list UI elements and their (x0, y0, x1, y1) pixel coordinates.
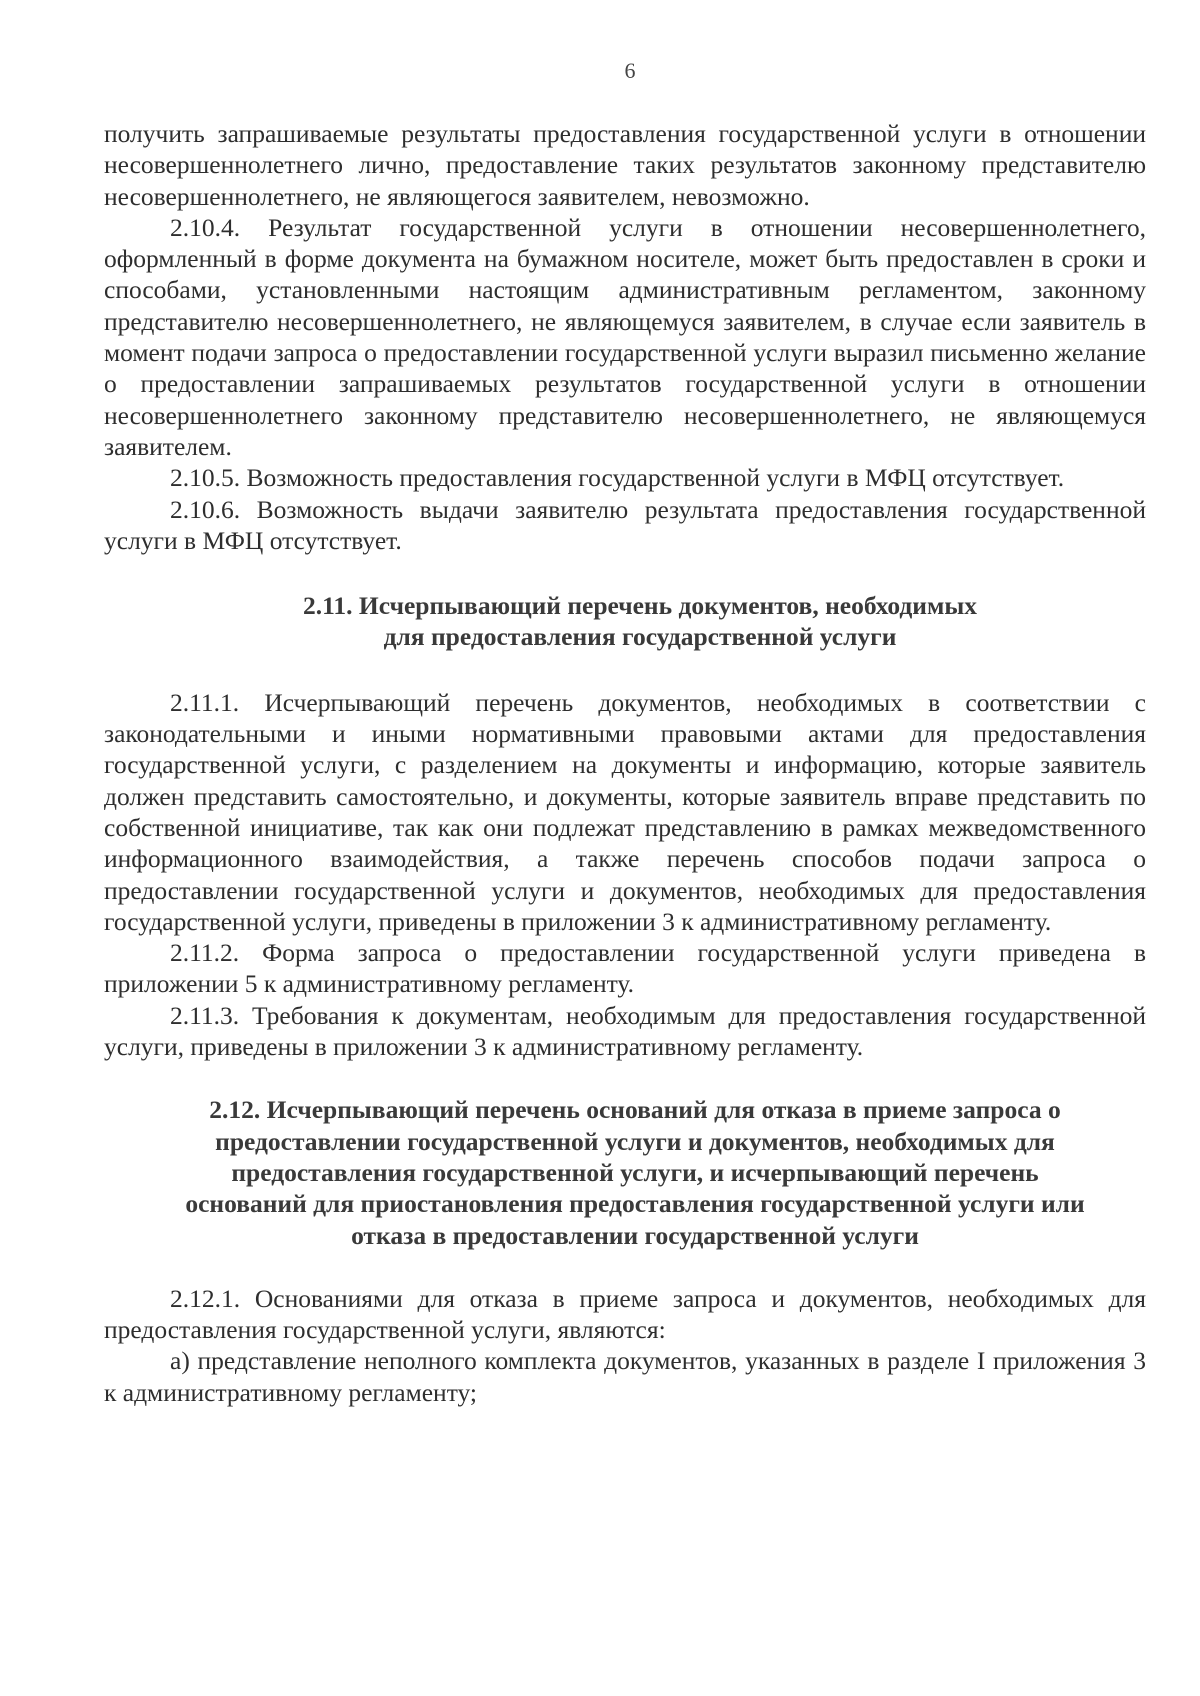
paragraph-2-10-6: 2.10.6. Возможность выдачи заявителю результата предоставления государственной услуги в МФЦ отсутствует. (104, 494, 1146, 555)
heading-line: отказа в предоставлении государственной услуги (351, 1220, 919, 1250)
heading-line: 2.12. Исчерпывающий перечень оснований для отказа в приеме запроса о (209, 1095, 1061, 1125)
section-heading-2-11 (104, 590, 1146, 653)
heading-line: предоставления государственной услуги, и исчерпывающий перечень (231, 1157, 1039, 1187)
heading-line: оснований для приостановления предоставления государственной услуги или (185, 1189, 1085, 1219)
paragraph-continuation: получить запрашиваемые результаты предоставления государственной услуги в отношении несовершеннолетнего лично, предоставление таких результатов законному представителю несовершеннолетнего, не являющегося заявителем, невозможно. (104, 119, 1146, 211)
heading-line: предоставлении государственной услуги и документов, необходимых для (215, 1126, 1055, 1156)
heading-line: для предоставления государственной услуги (383, 622, 897, 652)
paragraph-item-a: а) представление неполного комплекта документов, указанных в разделе I приложения 3 к административному регламенту; (104, 1346, 1146, 1407)
paragraph-2-10-5: 2.10.5. Возможность предоставления государственной услуги в МФЦ отсутствует. (170, 463, 1065, 493)
page-number: 6 (624, 58, 636, 83)
section-heading-2-12 (104, 1094, 1146, 1250)
paragraph-2-11-2: 2.11.2. Форма запроса о предоставлении государственной услуги приведена в приложении 5 к административному регламенту. (104, 938, 1146, 999)
document-body (104, 118, 1146, 1408)
paragraph-2-11-3: 2.11.3. Требования к документам, необходимым для предоставления государственной услуги, приведены в приложении 3 к административному регламенту. (104, 1000, 1146, 1062)
paragraph-2-11-1: 2.11.1. Исчерпывающий перечень документов, необходимых в соответствии с законодательными и иными нормативными правовыми актами для предоставления государственной услуги, с разделением на документы и информацию, которые заявитель должен представить самостоятельно, и документы, которые заявитель вправе представить по собственной инициативе, так как они подлежат представлению в рамках межведомственного информационного взаимодействия, а также перечень способов подачи запроса о предоставлении государственной услуги и документов, необходимых для предоставления государственной услуги, приведены в приложении 3 к административному регламенту. (104, 687, 1146, 936)
paragraph-2-10-4: 2.10.4. Результат государственной услуги в отношении несовершеннолетнего, оформленный в форме документа на бумажном носителе, может быть предоставлен в сроки и способами, установленными настоящим административным регламентом, законному представителю несовершеннолетнего, не являющемуся заявителем, в случае если заявитель в момент подачи запроса о предоставлении государственной услуги выразил письменно желание о предоставлении запрашиваемых результатов государственной услуги в отношении несовершеннолетнего законному представителю несовершеннолетнего, не являющемуся заявителем. (104, 212, 1146, 461)
heading-line: 2.11. Исчерпывающий перечень документов, необходимых (302, 591, 978, 621)
paragraph-2-12-1: 2.12.1. Основаниями для отказа в приеме запроса и документов, необходимых для предоставления государственной услуги, являются: (104, 1283, 1146, 1345)
